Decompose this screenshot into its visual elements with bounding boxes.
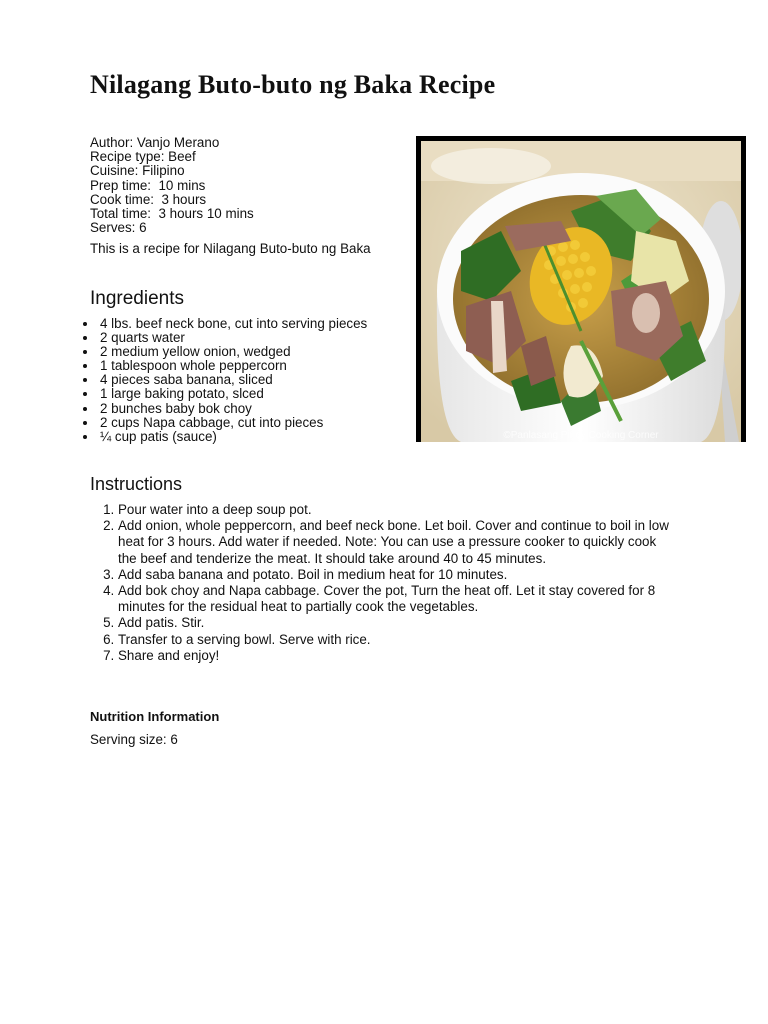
recipe-photo xyxy=(416,136,746,442)
instructions-list xyxy=(80,502,678,664)
ingredient-item: • 4 lbs. beef neck bone, cut into serving pieces xyxy=(98,317,458,331)
recipe-meta xyxy=(90,136,254,235)
ingredient-item: • 1 tablespoon whole peppercorn xyxy=(98,359,458,373)
meta-author: Author: Vanjo Merano xyxy=(90,135,220,150)
instructions-heading: Instructions xyxy=(90,474,183,494)
serving-size: Serving size: 6 xyxy=(90,732,178,747)
instruction-step: 3. Add saba banana and potato. Boil in medium heat for 10 minutes. xyxy=(118,567,678,583)
meta-total-time: Total time: 3 hours 10 mins xyxy=(90,206,254,222)
ingredients-heading: Ingredients xyxy=(90,288,185,309)
meta-prep-time: Prep time: 10 mins xyxy=(90,177,206,193)
instruction-step: 4. Add bok choy and Napa cabbage. Cover the pot, Turn the heat off. Let it stay covered for 8 minutes for the residual heat to partially cook the vegetables. xyxy=(118,583,678,615)
ingredient-item: • 2 bunches baby bok choy xyxy=(98,402,458,416)
ingredient-item: • ¼ cup patis (sauce) xyxy=(98,430,458,444)
instruction-step: 6. Transfer to a serving bowl. Serve with rice. xyxy=(118,632,678,648)
instruction-step: 7. Share and enjoy! xyxy=(118,648,678,664)
ingredient-item: • 2 quarts water xyxy=(98,331,458,345)
ingredients-list xyxy=(58,317,458,444)
nutrition-heading: Nutrition Information xyxy=(90,709,220,724)
recipe-intro: This is a recipe for Nilagang Buto-buto ng Baka xyxy=(90,241,371,256)
photo-watermark: ©Panlasang Pinoy Cooking Corner xyxy=(503,430,659,441)
instruction-step: 5. Add patis. Stir. xyxy=(118,615,678,631)
recipe-title: Nilagang Buto-buto ng Baka Recipe xyxy=(90,70,496,99)
meta-recipe-type: Recipe type: Beef xyxy=(90,149,196,165)
ingredient-item: • 1 large baking potato, slced xyxy=(98,387,458,401)
meta-cuisine: Cuisine: Filipino xyxy=(90,163,185,179)
meta-cook-time: Cook time: 3 hours xyxy=(90,191,207,207)
ingredient-item: • 4 pieces saba banana, sliced xyxy=(98,373,458,387)
ingredient-item: • 2 medium yellow onion, wedged xyxy=(98,345,458,359)
soup-bowl-image xyxy=(421,141,741,442)
meta-serves: Serves: 6 xyxy=(90,220,147,236)
instruction-step: 1. Pour water into a deep soup pot. xyxy=(118,502,678,518)
instruction-step: 2. Add onion, whole peppercorn, and beef neck bone. Let boil. Cover and continue to boil in low heat for 3 hours. Add water if needed. Note: You can use a pressure cooker to quickly cook the beef and tenderize the meat. It should take around 40 to 45 minutes. xyxy=(118,518,678,567)
ingredient-item: • 2 cups Napa cabbage, cut into pieces xyxy=(98,416,458,430)
